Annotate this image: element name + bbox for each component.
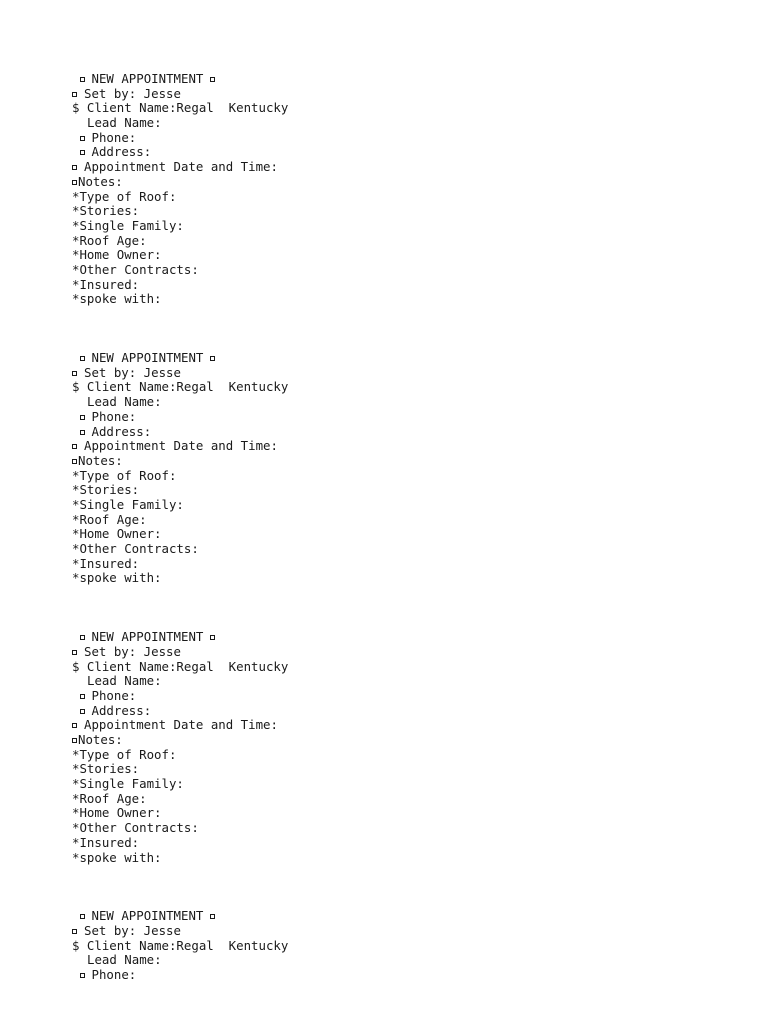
set-by: Set by: Jesse [84, 922, 181, 938]
insured: *Insured: [72, 276, 140, 292]
square-bullet-icon [80, 415, 85, 420]
phone-label: Phone: [91, 129, 137, 145]
type-of-roof: *Type of Roof: [72, 188, 177, 204]
home-owner: *Home Owner: [72, 247, 162, 263]
notes-line [72, 175, 752, 190]
roof-age: *Roof Age: [72, 790, 147, 806]
insured: *Insured: [72, 834, 140, 850]
square-bullet-icon [80, 973, 85, 978]
appointment-date-label: Appointment Date and Time: [84, 159, 278, 175]
notes-label: Notes: [78, 452, 123, 468]
address-line [72, 145, 752, 160]
square-bullet-icon [80, 150, 85, 155]
lead-name: Lead Name: [87, 952, 162, 968]
square-bullet-icon [80, 709, 85, 714]
set-by-line [72, 924, 752, 939]
set-by-line [72, 87, 752, 102]
square-bullet-icon [80, 635, 85, 640]
square-bullet-icon [80, 136, 85, 141]
notes-label: Notes: [78, 173, 123, 189]
square-bullet-icon [80, 694, 85, 699]
appointment-title-line [72, 630, 752, 645]
address-label: Address: [91, 144, 152, 160]
square-bullet-icon [210, 356, 215, 361]
appointment-block [72, 630, 752, 865]
appointment-title-line [72, 909, 752, 924]
phone-line [72, 968, 752, 983]
square-bullet-icon [72, 92, 77, 97]
square-bullet-icon [72, 459, 77, 464]
square-bullet-icon [80, 914, 85, 919]
lead-name: Lead Name: [87, 673, 162, 689]
home-owner: *Home Owner: [72, 526, 162, 542]
client-name: $ Client Name:Regal Kentucky [72, 937, 289, 953]
square-bullet-icon [72, 371, 77, 376]
other-contracts: *Other Contracts: [72, 261, 199, 277]
appointment-title: NEW APPOINTMENT [91, 350, 204, 366]
set-by: Set by: Jesse [84, 85, 181, 101]
appointment-title: NEW APPOINTMENT [91, 629, 204, 645]
appointment-title-line [72, 351, 752, 366]
square-bullet-icon [72, 180, 77, 185]
spoke-with: *spoke with: [72, 570, 162, 586]
roof-age: *Roof Age: [72, 232, 147, 248]
insured: *Insured: [72, 555, 140, 571]
set-by-line [72, 366, 752, 381]
appointment-date-line [72, 718, 752, 733]
other-contracts: *Other Contracts: [72, 820, 199, 836]
single-family: *Single Family: [72, 217, 184, 233]
phone-label: Phone: [91, 967, 137, 983]
square-bullet-icon [210, 914, 215, 919]
appointment-date-line [72, 439, 752, 454]
address-label: Address: [91, 423, 152, 439]
appointment-block [72, 72, 752, 307]
home-owner: *Home Owner: [72, 805, 162, 821]
square-bullet-icon [72, 444, 77, 449]
phone-label: Phone: [91, 687, 137, 703]
address-label: Address: [91, 702, 152, 718]
stories: *Stories: [72, 203, 140, 219]
stories: *Stories: [72, 761, 140, 777]
lead-name: Lead Name: [87, 115, 162, 131]
roof-age: *Roof Age: [72, 511, 147, 527]
client-name: $ Client Name:Regal Kentucky [72, 100, 289, 116]
type-of-roof: *Type of Roof: [72, 746, 177, 762]
address-line [72, 704, 752, 719]
phone-line [72, 410, 752, 425]
square-bullet-icon [80, 77, 85, 82]
square-bullet-icon [72, 650, 77, 655]
set-by: Set by: Jesse [84, 364, 181, 380]
stories: *Stories: [72, 482, 140, 498]
square-bullet-icon [80, 356, 85, 361]
square-bullet-icon [72, 738, 77, 743]
appointment-title-line [72, 72, 752, 87]
set-by-line [72, 645, 752, 660]
appointment-date-label: Appointment Date and Time: [84, 717, 278, 733]
document-page [72, 72, 752, 1027]
phone-line [72, 689, 752, 704]
notes-line [72, 454, 752, 469]
notes-label: Notes: [78, 732, 123, 747]
square-bullet-icon [210, 635, 215, 640]
square-bullet-icon [72, 723, 77, 728]
square-bullet-icon [210, 77, 215, 82]
lead-name: Lead Name: [87, 394, 162, 410]
other-contracts: *Other Contracts: [72, 541, 199, 557]
phone-label: Phone: [91, 408, 137, 424]
spoke-with: *spoke with: [72, 849, 162, 865]
appointment-block [72, 351, 752, 586]
type-of-roof: *Type of Roof: [72, 467, 177, 483]
phone-line [72, 131, 752, 146]
client-name: $ Client Name:Regal Kentucky [72, 658, 289, 674]
appointment-block [72, 909, 752, 982]
single-family: *Single Family: [72, 776, 184, 792]
appointment-title: NEW APPOINTMENT [91, 71, 204, 86]
set-by: Set by: Jesse [84, 643, 181, 659]
appointment-date-label: Appointment Date and Time: [84, 438, 278, 454]
appointment-title: NEW APPOINTMENT [91, 908, 204, 924]
single-family: *Single Family: [72, 496, 184, 512]
client-name: $ Client Name:Regal Kentucky [72, 379, 289, 395]
square-bullet-icon [80, 430, 85, 435]
notes-line [72, 733, 752, 748]
appointment-date-line [72, 160, 752, 175]
spoke-with: *spoke with: [72, 291, 162, 307]
square-bullet-icon [72, 929, 77, 934]
square-bullet-icon [72, 165, 77, 170]
address-line [72, 425, 752, 440]
